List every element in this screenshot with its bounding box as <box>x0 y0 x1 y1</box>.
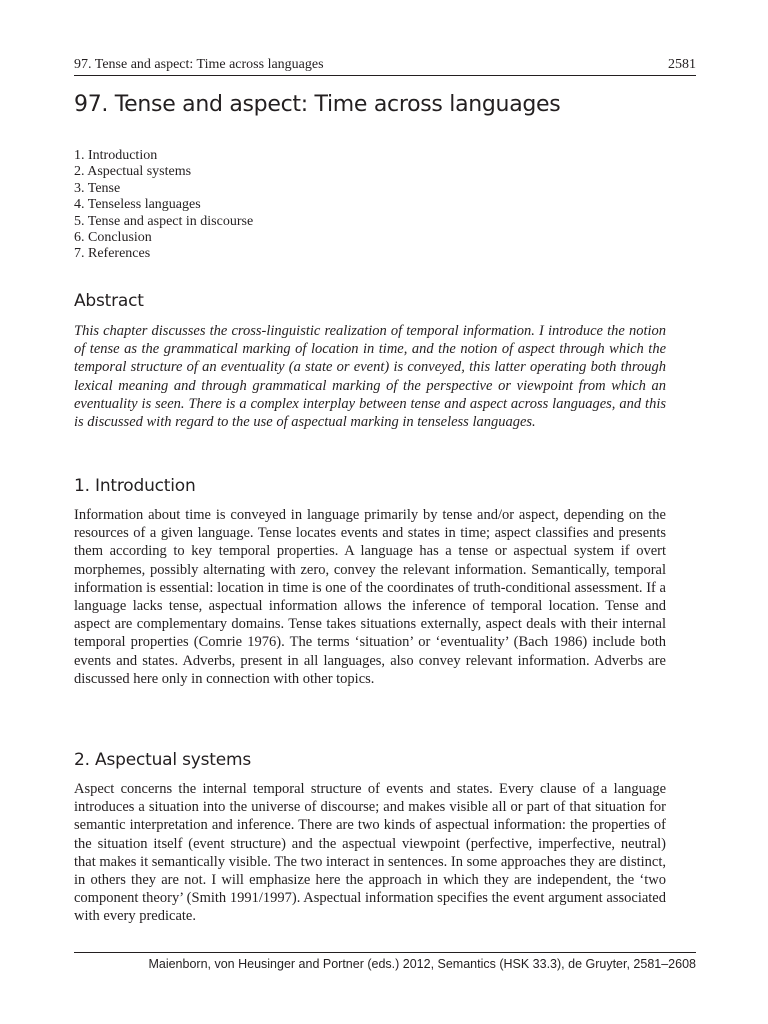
running-head-title: 97. Tense and aspect: Time across languages <box>74 57 324 72</box>
section-heading-aspectual-systems: 2. Aspectual systems <box>74 750 252 770</box>
chapter-title: 97. Tense and aspect: Time across languages <box>74 92 561 117</box>
footer-citation: Maienborn, von Heusinger and Portner (eds.) 2012, Semantics (HSK 33.3), de Gruyter, 2581–2608 <box>148 957 696 971</box>
section-text-aspectual-systems: Aspect concerns the internal temporal structure of events and states. Every clause of a language introduces a situation into the universe of discourse; and makes visible all or part of that situation for semantic interpretation and inference. There are two kinds of aspectual information: the properties of the situation itself (event structure) and the aspectual viewpoint (perfective, imperfective, neutral) that makes it semantically visible. The two interact in sentences. In some approaches they are distinct, in others they are not. I will emphasize here the approach in which they are independent, the ‘two component theory’ (Smith 1991/1997). Aspectual information specifies the event argument associated with every predicate. <box>74 781 666 925</box>
toc-item: 4. Tenseless languages <box>74 197 201 213</box>
toc-item: 7. References <box>74 246 151 262</box>
toc-item: 1. Introduction <box>74 148 158 163</box>
running-head <box>74 57 696 76</box>
page-number: 2581 <box>668 57 696 72</box>
toc-item: 6. Conclusion <box>74 230 152 246</box>
table-of-contents <box>74 148 253 263</box>
footer <box>74 952 696 971</box>
section-heading-introduction: 1. Introduction <box>74 476 196 496</box>
toc-item: 3. Tense <box>74 180 121 196</box>
toc-item: 2. Aspectual systems <box>74 164 192 180</box>
toc-item: 5. Tense and aspect in discourse <box>74 213 254 229</box>
abstract-text: This chapter discusses the cross-linguistic realization of temporal information. I introduce the notion of tense as the grammatical marking of location in time, and the notion of aspect through which the temporal structure of an eventuality (a state or event) is conveyed, this latter operating both through lexical meaning and through grammatical marking of the perspective or viewpoint from which an eventuality is seen. There is a complex interplay between tense and aspect across languages, and this is discussed with regard to the use of aspectual marking in tenseless languages. <box>74 323 666 431</box>
abstract-heading: Abstract <box>74 291 144 311</box>
section-text-introduction: Information about time is conveyed in language primarily by tense and/or aspect, depending on the resources of a given language. Tense locates events and states in time; aspect classifies and presents them according to key temporal properties. A language has a tense or aspectual system if overt morphemes, possibly alternating with zero, convey the relevant information. Semantically, temporal information is essential: location in time is one of the coordinates of truth-conditional assessment. If a language lacks tense, aspectual information allows the inference of temporal location. Tense and aspect are complementary domains. Tense takes situations externally, aspect deals with their internal temporal properties (Comrie 1976). The terms ‘situation’ or ‘eventuality’ (Bach 1986) include both events and states. Adverbs, present in all languages, also convey relevant information. Adverbs are discussed here only in connection with other topics. <box>74 507 666 687</box>
